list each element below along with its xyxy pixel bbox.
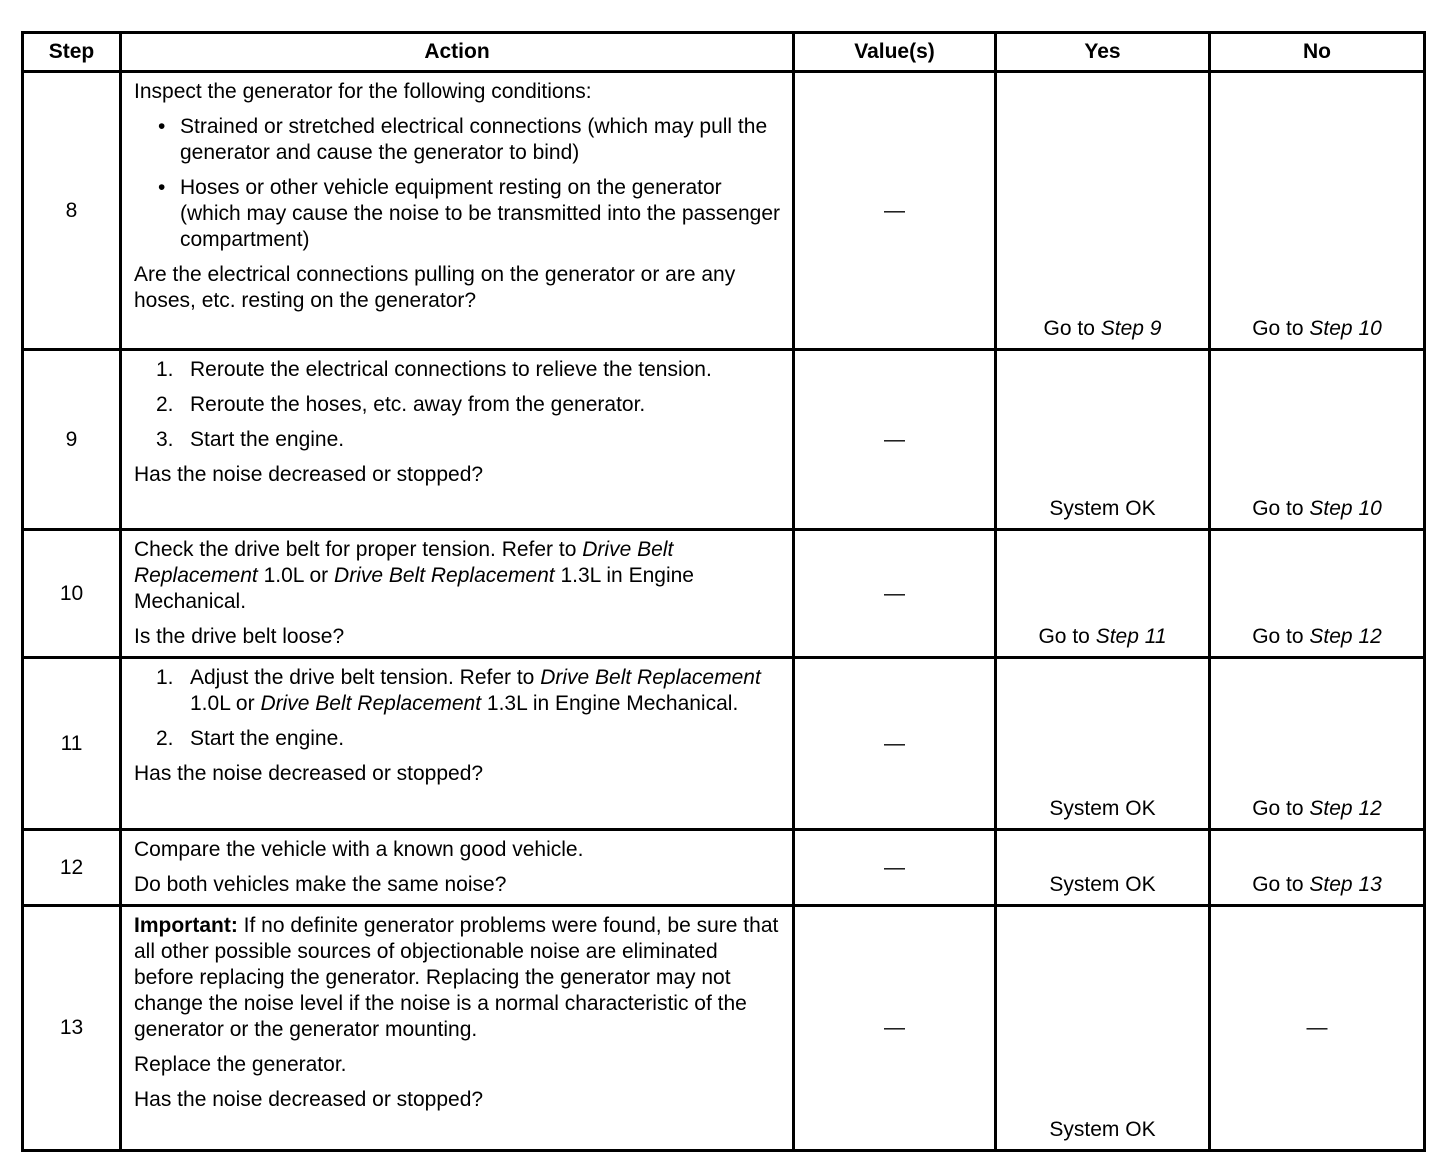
- step-number: 13: [23, 906, 121, 1151]
- step-link[interactable]: Step 10: [1309, 497, 1382, 520]
- procedure-list: [134, 665, 782, 752]
- yes-cell: System OK: [996, 830, 1210, 906]
- step-link[interactable]: Step 13: [1309, 873, 1382, 896]
- yes-cell: System OK: [996, 906, 1210, 1151]
- list-item: 2. Reroute the hoses, etc. away from the generator.: [156, 393, 646, 416]
- go-to-text: Go to: [1252, 317, 1304, 340]
- action-cell: [121, 830, 794, 906]
- action-cell: [121, 906, 794, 1151]
- step-link[interactable]: Step 9: [1100, 317, 1162, 340]
- step-link[interactable]: Step 10: [1309, 317, 1382, 340]
- yes-cell: System OK: [996, 658, 1210, 830]
- no-cell: [1210, 658, 1425, 830]
- step-number: 12: [23, 830, 121, 906]
- table-row: [23, 830, 1425, 906]
- go-to-text: Go to: [1252, 797, 1304, 820]
- action-text: Check the drive belt for proper tension. Refer to Drive Belt Replacement 1.0L or Drive Belt Replacement 1.3L in Engine Mechanical.: [134, 538, 694, 613]
- go-to-text: Go to: [1043, 317, 1095, 340]
- step-number: 11: [23, 658, 121, 830]
- step-number: 9: [23, 350, 121, 530]
- action-question: Are the electrical connections pulling on the generator or are any hoses, etc. resting on the generator?: [134, 263, 736, 312]
- list-item: • Hoses or other vehicle equipment resting on the generator (which may cause the noise to be transmitted into the passenger compartment): [134, 175, 782, 253]
- value-cell: —: [794, 906, 996, 1151]
- action-cell: [121, 350, 794, 530]
- action-text: Compare the vehicle with a known good vehicle.: [134, 838, 584, 861]
- header-values: Value(s): [794, 33, 996, 72]
- list-item: 1. Reroute the electrical connections to relieve the tension.: [156, 358, 712, 381]
- step-link[interactable]: Step 11: [1095, 625, 1167, 648]
- table-header-row: [23, 33, 1425, 72]
- value-cell: —: [794, 72, 996, 350]
- step-number: 8: [23, 72, 121, 350]
- no-cell: [1210, 530, 1425, 658]
- go-to-text: Go to: [1038, 625, 1090, 648]
- list-item: 1. Adjust the drive belt tension. Refer to Drive Belt Replacement 1.0L or Drive Belt Replacement 1.3L in Engine Mechanical.: [156, 666, 761, 715]
- step-link[interactable]: Step 12: [1309, 625, 1382, 648]
- no-cell: [1210, 72, 1425, 350]
- reference-link[interactable]: Drive Belt Replacement: [334, 564, 555, 587]
- action-question: Do both vehicles make the same noise?: [134, 873, 507, 896]
- action-question: Has the noise decreased or stopped?: [134, 463, 484, 486]
- action-intro: Inspect the generator for the following conditions:: [134, 80, 592, 103]
- action-question: Has the noise decreased or stopped?: [134, 1088, 484, 1111]
- action-cell: [121, 72, 794, 350]
- important-label: Important:: [134, 914, 238, 937]
- action-text: Replace the generator.: [134, 1053, 347, 1076]
- reference-link[interactable]: Drive Belt Replacement: [540, 666, 761, 689]
- no-cell: [1210, 350, 1425, 530]
- yes-cell: System OK: [996, 350, 1210, 530]
- condition-list: [134, 114, 782, 253]
- value-cell: —: [794, 658, 996, 830]
- go-to-text: Go to: [1252, 625, 1304, 648]
- table-row: [23, 530, 1425, 658]
- go-to-text: Go to: [1252, 497, 1304, 520]
- action-question: Has the noise decreased or stopped?: [134, 762, 484, 785]
- no-cell: [1210, 830, 1425, 906]
- value-cell: —: [794, 530, 996, 658]
- header-yes: Yes: [996, 33, 1210, 72]
- important-note: Important: If no definite generator problems were found, be sure that all other possible sources of objectionable noise are eliminated before replacing the generator. Replacing the generator may not change the noise level if the noise is a normal characteristic of the generator or the generator mounting.: [134, 914, 779, 1041]
- diagnostic-table: [21, 31, 1426, 1152]
- go-to-text: Go to: [1252, 873, 1304, 896]
- procedure-list: [134, 357, 782, 453]
- reference-link[interactable]: Drive Belt Replacement: [260, 692, 482, 715]
- reference-link[interactable]: Drive Belt Replacement: [134, 538, 674, 587]
- table-row: [23, 658, 1425, 830]
- header-no: No: [1210, 33, 1425, 72]
- value-cell: —: [794, 830, 996, 906]
- list-item: • Strained or stretched electrical connections (which may pull the generator and cause the generator to bind): [134, 114, 782, 166]
- yes-cell: [996, 530, 1210, 658]
- header-step: Step: [23, 33, 121, 72]
- no-cell: —: [1210, 906, 1425, 1151]
- table-row: [23, 350, 1425, 530]
- header-action: Action: [121, 33, 794, 72]
- step-number: 10: [23, 530, 121, 658]
- list-item: 2. Start the engine.: [156, 727, 345, 750]
- table-row: [23, 906, 1425, 1151]
- action-cell: [121, 658, 794, 830]
- action-cell: [121, 530, 794, 658]
- yes-cell: [996, 72, 1210, 350]
- action-question: Is the drive belt loose?: [134, 625, 345, 648]
- value-cell: —: [794, 350, 996, 530]
- table-row: [23, 72, 1425, 350]
- list-item: 3. Start the engine.: [156, 428, 345, 451]
- step-link[interactable]: Step 12: [1309, 797, 1382, 820]
